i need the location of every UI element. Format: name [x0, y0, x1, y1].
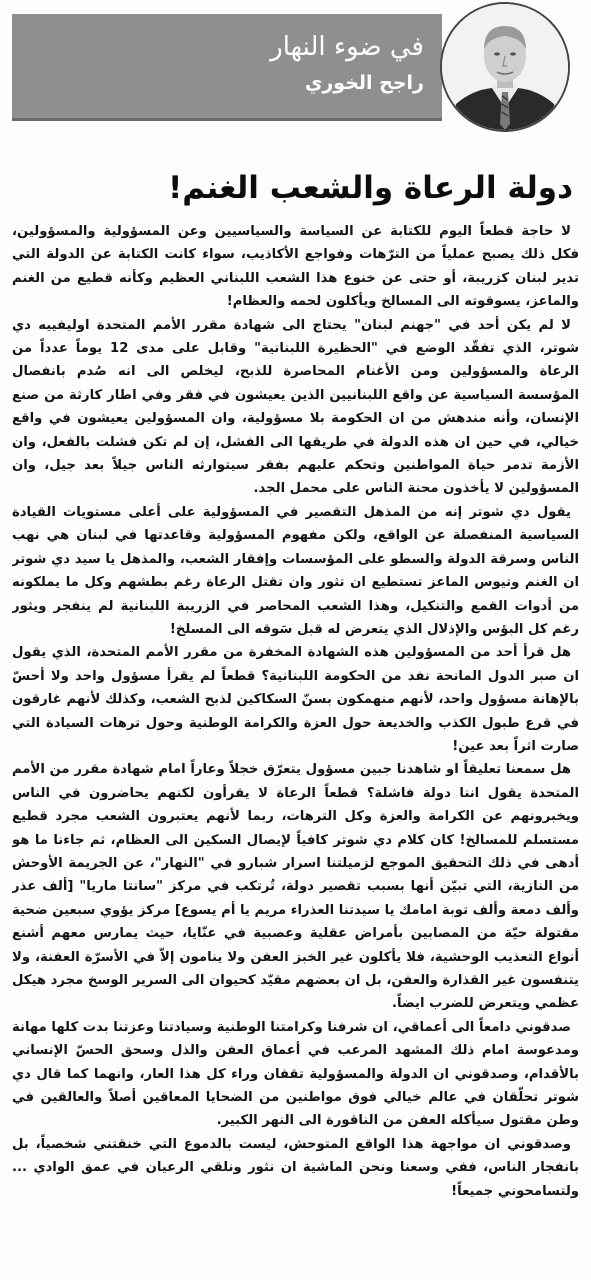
article-paragraph: هل قرأ أحد من المسؤولين هذه الشهادة المخفرة من مقرر الأمم المتحدة، الذي يقول ان صبر الدول المانحة نفد من الحكومة اللبنانية؟ قطعاً لم يقرأ مسؤول واحد ولا أحسّ بالإهانة مسؤول واحد، لأنهم منهمكون بسنّ السكاكين لذبح الشعب، وكذلك لأنهم غارقون في قرع طبول الكذب والخديعة حول العزة والكرامة الوطنية وحول ترهات السيادة التي صارت اثراً بعد عين!	[12, 645, 579, 754]
column-header	[12, 14, 580, 118]
article-paragraph: يقول دي شوتر إنه من المذهل التقصير في المسؤولية على أعلى مستويات القيادة السياسية المنفصلة عن الواقع، ولكن مفهوم المسؤولية وقاعدتها في لبنان هي نهب الناس وسرقة الدولة والسطو على المؤسسات وإفقار الشعب، والمذهل يا سيد دي شوتر ان الغنم وتيوس الماعز تستطيع ان تثور وان تقتل الرعاة رغم بطشهم وكل ما يملكونه من أدوات القمع والتنكيل، وهذا الشعب المحاصر في الزريبة اللبنانية لم ينفجر ويثور رغم كل البؤس والإذلال الذي يتعرض له قبل سَوقه الى المسلخ!	[12, 504, 579, 637]
author-photo	[440, 2, 570, 132]
article-paragraph: وصدقوني ان مواجهة هذا الواقع المتوحش، ليست بالدموع التي خنقتني شخصياً، بل بانفجار الناس، ففي وسعنا ونحن الماشية ان نثور ونلقي الرعيان في عمق الوادي ... ولتسامحوني جميعاً!	[12, 1136, 579, 1199]
article-paragraph: لا لم يكن أحد في "جهنم لبنان" يحتاج الى شهادة مقرر الأمم المتحدة اوليفييه دي شوتر، الذي تفقّد الوضع في "الحظيرة اللبنانية" وقابل على مدى 12 يوماً عدداً من الرعاة والمسؤولين ومن الأغنام المحاصرة للذبح، ليخلص الى انه صُدم بانفصال المؤسسة السياسية عن واقع اللبنانيين الذين يعيشون في فقر وفي اطار كارثة من صنع الإنسان، وأنه مندهش من ان الحكومة بلا مسؤولية، وان المسؤولين يعيشون في واقع خيالي، في حين ان هذه الدولة في طريقها الى الفشل، إن لم تكن فشلت بالفعل، وان الأزمة تدمر حياة المواطنين وتحكم عليهم بفقر سيتوارثه الناس جيلاً بعد جيل، وان المسؤولين لا يأخذون محنة الناس على محمل الجد.	[12, 317, 579, 497]
article-headline: دولة الرعاة والشعب الغنم!	[168, 170, 573, 206]
author-name: راجح الخوري	[304, 72, 424, 94]
article-paragraph: هل سمعنا تعليقاً او شاهدنا جبين مسؤول يتعرّق خجلاً وعاراً امام شهادة مقرر من الأمم المتحدة يقول اننا دولة فاشلة؟ قطعاً الرعاة لا يقرأون لكنهم يحاضرون في الناس ويخبرونهم عن الكرامة والعزة وكل الترهات، ربما لأنهم يعتبرون الشعب مجرد قطيع مستسلم للمسالخ! كان كلام دي شوتر كافياً لإيصال السكين الى العظام، ثم جاءنا ما هو أدهى في ذلك التحقيق الموجع لزميلتنا اسرار شبارو في "النهار"، عن الجريمة الأوحش من النازية، التي تبيّن أنها بسبب تقصير دولة، تُرتكب في مركز "سانتا ماريا" [ألف عذر وألف دمعة وألف توبة امامك يا سيدتنا العذراء مريم يا أم يسوع] مركز يؤوي سبعين ضحية مقتولة حيّة من المصابين بأمراض عقلية وعصبية في عنّايا، حيث يمارس معهم أشنع أنواع التعذيب الوحشية، فلا يأكلون غير الخبز العفن ولا ينامون إلاّ في الأسرّة العفنة، ولا يتنفسون غير القذارة والعفن، بل ان بعضهم مقيّد كحيوان الى السرير الوسخ مجرد هيكل عظمي ويتعرض للضرب ايضاً.	[12, 762, 579, 1012]
column-title: في ضوء النهار	[270, 32, 424, 62]
column-header-band	[12, 14, 442, 121]
article-body	[12, 220, 579, 1270]
article-paragraph: صدقوني دامعاً الى أعماقي، ان شرفنا وكرامتنا الوطنية وسيادتنا وعزتنا بدت كلها مهانة ومدعوسة امام ذلك المشهد المرعب في أعماق العفن والذل وسحق الحسّ الإنساني بالأقدام، وصدقوني ان الدولة والمسؤولية تقفان وراء كل هذا العار، وانهما كما قال دي شوتر تحلّقان في عالم خيالي فوق مواطنين من الضحايا المعاقين أصلاً والعالقين في وطن مقتول سيأكله العفن من الناقورة الى النهر الكبير.	[12, 1019, 579, 1129]
article-paragraph: لا حاجة قطعاً اليوم للكتابة عن السياسة والسياسيين وعن المسؤولية والمسؤولين، فكل ذلك يصبح عملياً من الترّهات وفواجع الأكاذيب، سواء كانت الكتابة عن الدولة التي تدير لبنان كزريبة، أو حتى عن خنوع هذا الشعب اللبناني العظيم وكأنه قطيع من الغنم والماعز، يسوقوته الى المسالخ ويأكلون لحمه والعظام!	[12, 224, 579, 310]
